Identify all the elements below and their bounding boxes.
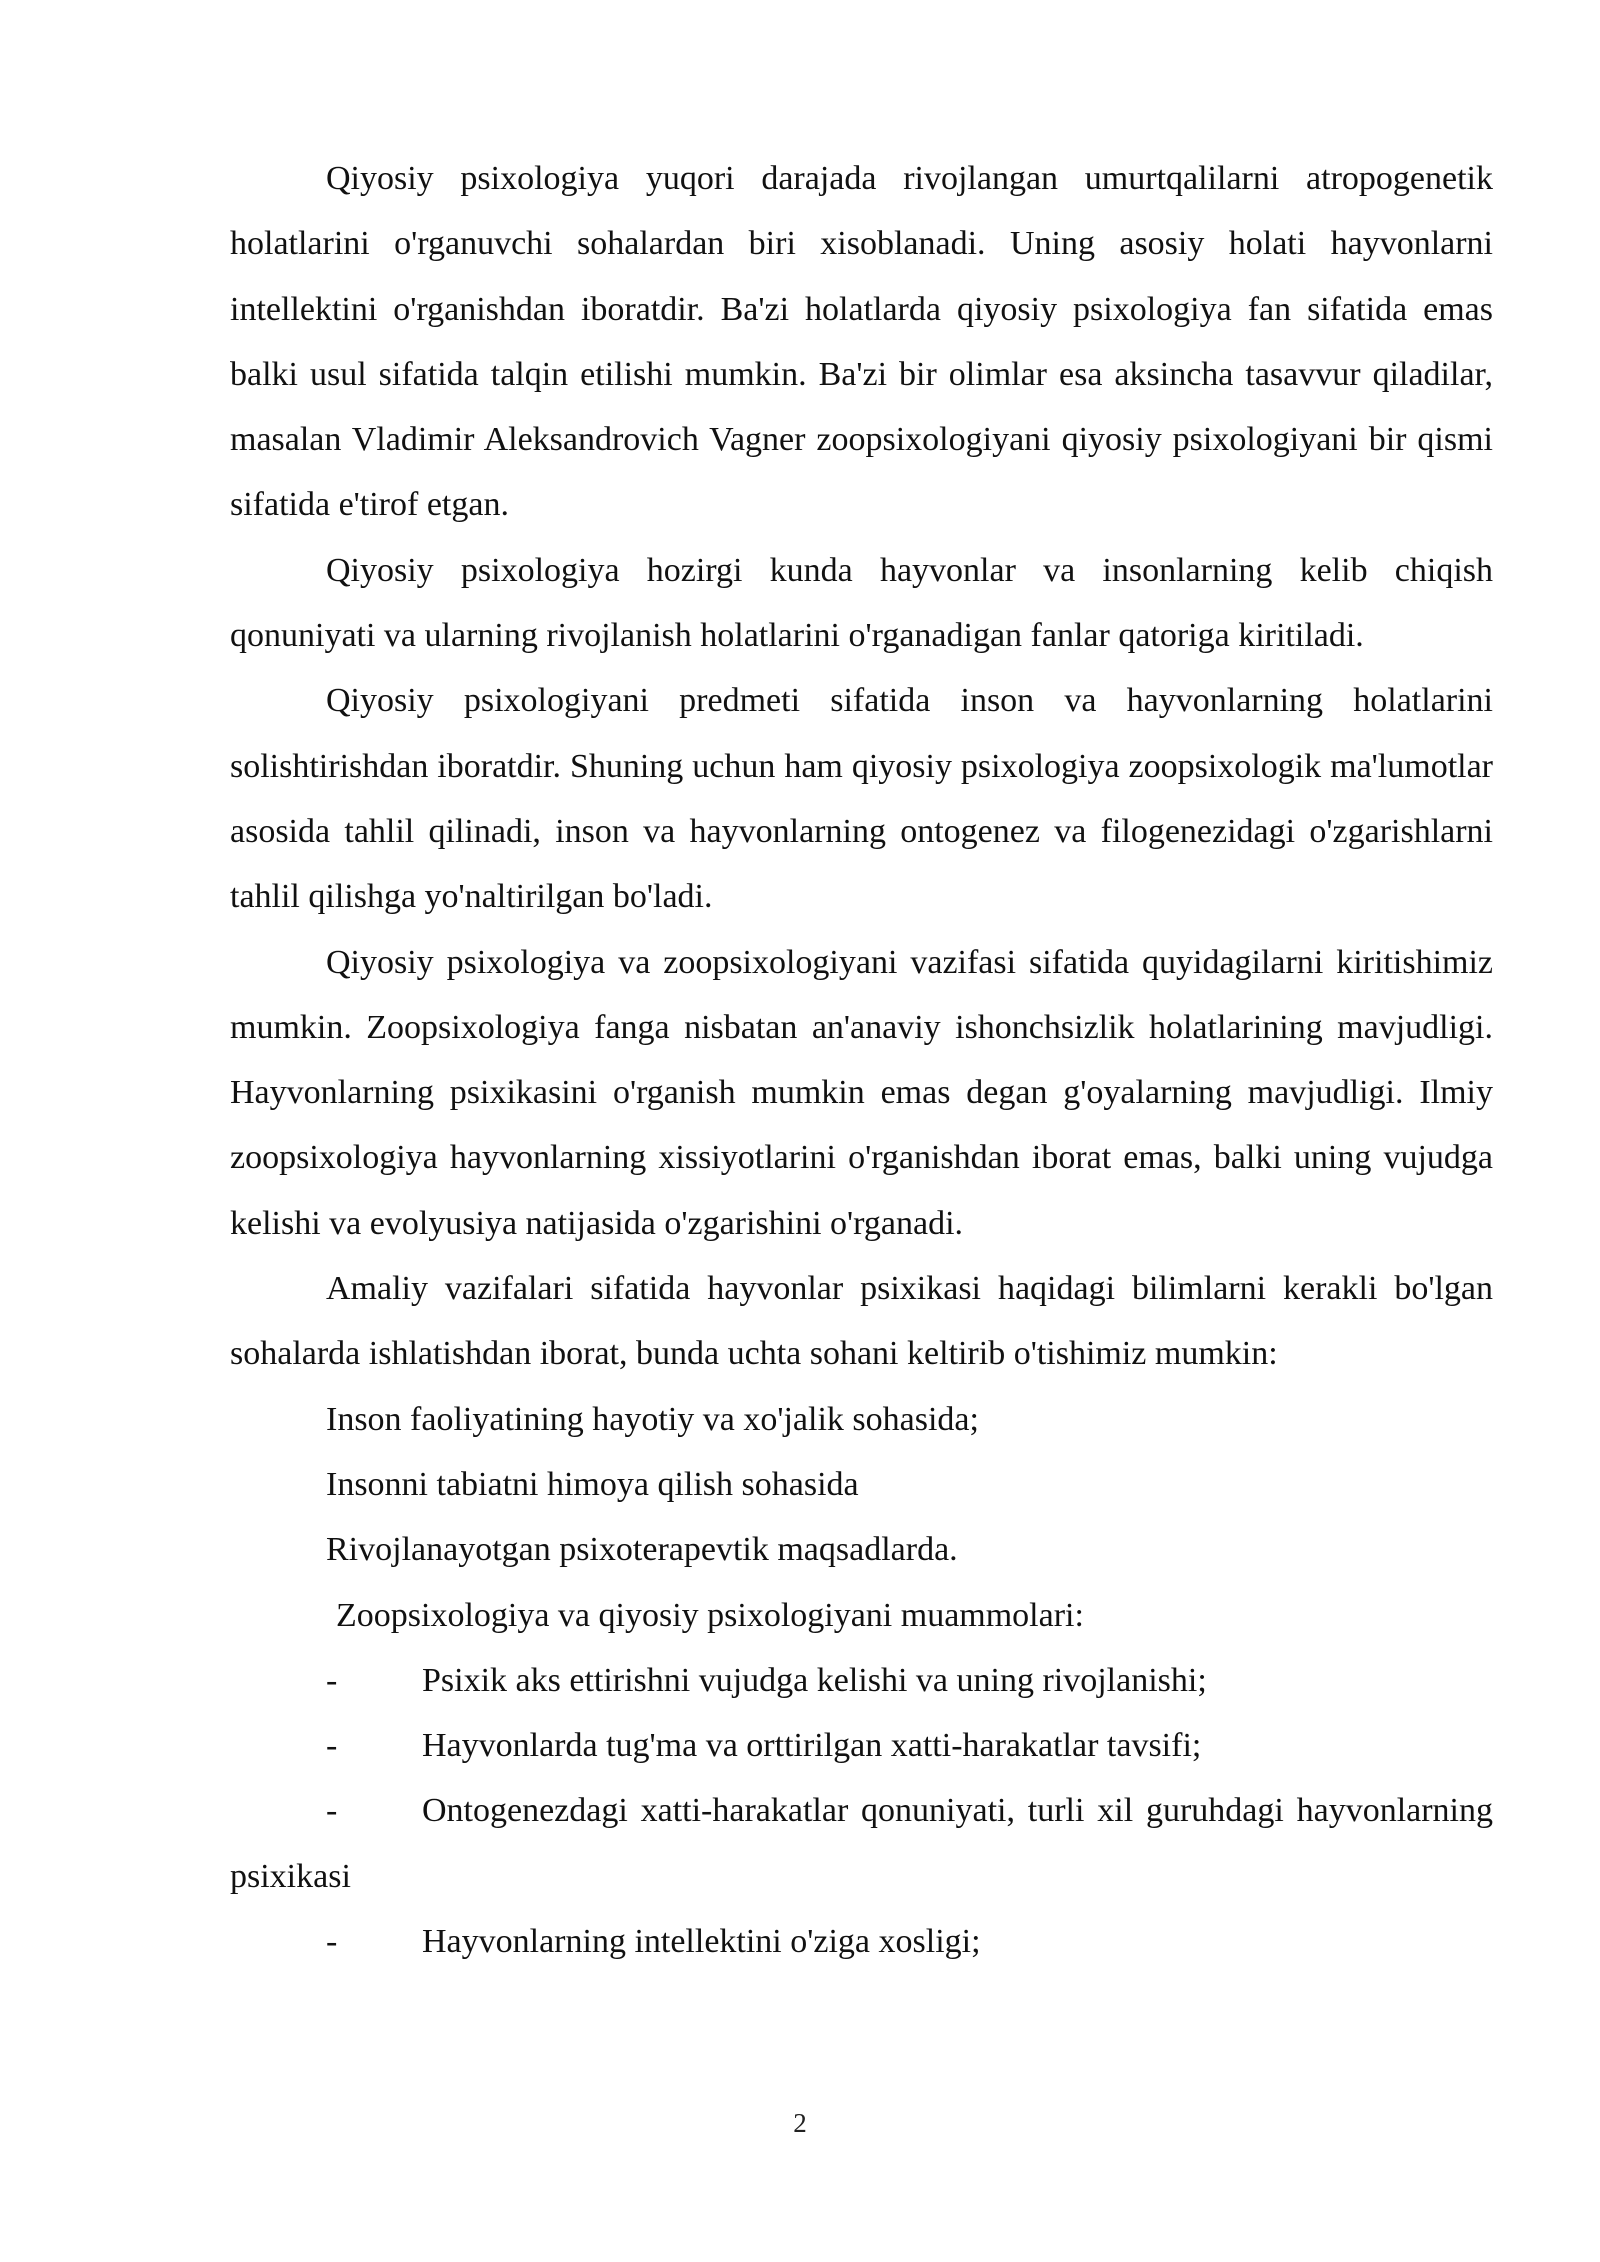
page-number: 2	[793, 2108, 807, 2138]
problem-text: Hayvonlarda tug'ma va orttirilgan xatti-harakatlar tavsifi;	[422, 1727, 1202, 1765]
paragraph-4: Qiyosiy psixologiya va zoopsixologiyani vazifasi sifatida quyidagilarni kiritishimiz mumkin. Zoopsixologiya fanga nisbatan an'anaviy ishonchsizlik holatlarining mavjudligi. Hayvonlarning psixikasini o'rganish mumkin emas degan g'oyalarning mavjudligi. Ilmiy zoopsixologiya hayvonlarning xissiyotlarini o'rganishdan iborat emas, balki uning vujudga kelishi va evolyusiya natijasida o'zgarishini o'rganadi.	[230, 943, 1493, 1242]
paragraph-1: Qiyosiy psixologiya yuqori darajada rivojlangan umurtqalilarni atropogenetik holatlarini o'rganuvchi sohalardan biri xisoblanadi. Uning asosiy holati hayvonlarni intellektini o'rganishdan iboratdir. Ba'zi holatlarda qiyosiy psixologiya fan sifatida emas balki usul sifatida talqin etilishi mumkin. Ba'zi bir olimlar esa aksincha tasavvur qiladilar, masalan Vladimir Aleksandrovich Vagner zoopsixologiyani qiyosiy psixologiyani bir qismi sifatida e'tirof etgan.	[230, 160, 1493, 524]
problem-text: Psixik aks ettirishni vujudga kelishi va uning rivojlanishi;	[422, 1661, 1207, 1699]
paragraph-5: Amaliy vazifalari sifatida hayvonlar psixikasi haqidagi bilimlarni kerakli bo'lgan sohalarda ishlatishdan iborat, bunda uchta sohani keltirib o'tishimiz mumkin:	[230, 1270, 1493, 1373]
paragraph-3: Qiyosiy psixologiyani predmeti sifatida inson va hayvonlarning holatlarini solishtirishdan iboratdir. Shuning uchun ham qiyosiy psixologiya zoopsixologik ma'lumotlar asosida tahlil qilinadi, inson va hayvonlarning ontogenez va filogenezidagi o'zgarishlarni tahlil qilishga yo'naltirilgan bo'ladi.	[230, 682, 1493, 916]
area-item-3: Rivojlanayotgan psixoterapevtik maqsadlarda.	[326, 1531, 958, 1569]
problem-item-4	[230, 1909, 1493, 1974]
problem-text: Ontogenezdagi xatti-harakatlar qonuniyati, turli xil guruhdagi hayvonlarning psixikasi	[230, 1792, 1493, 1895]
dash-marker: -	[326, 1792, 338, 1830]
problems-heading: Zoopsixologiya va qiyosiy psixologiyani muammolari:	[336, 1596, 1084, 1634]
dash-marker: -	[326, 1923, 338, 1961]
problem-item-2	[230, 1713, 1493, 1778]
problem-item-3	[230, 1778, 1493, 1909]
document-page	[230, 146, 1493, 1974]
area-item-1: Inson faoliyatining hayotiy va xo'jalik sohasida;	[326, 1400, 979, 1438]
dash-marker: -	[326, 1661, 338, 1699]
paragraph-2: Qiyosiy psixologiya hozirgi kunda hayvonlar va insonlarning kelib chiqish qonuniyati va ularning rivojlanish holatlarini o'rganadigan fanlar qatoriga kiritiladi.	[230, 551, 1493, 655]
dash-marker: -	[326, 1727, 338, 1765]
problem-text: Hayvonlarning intellektini o'ziga xosligi;	[422, 1923, 981, 1961]
problem-item-1	[230, 1648, 1493, 1713]
area-item-2: Insonni tabiatni himoya qilish sohasida	[326, 1465, 859, 1503]
